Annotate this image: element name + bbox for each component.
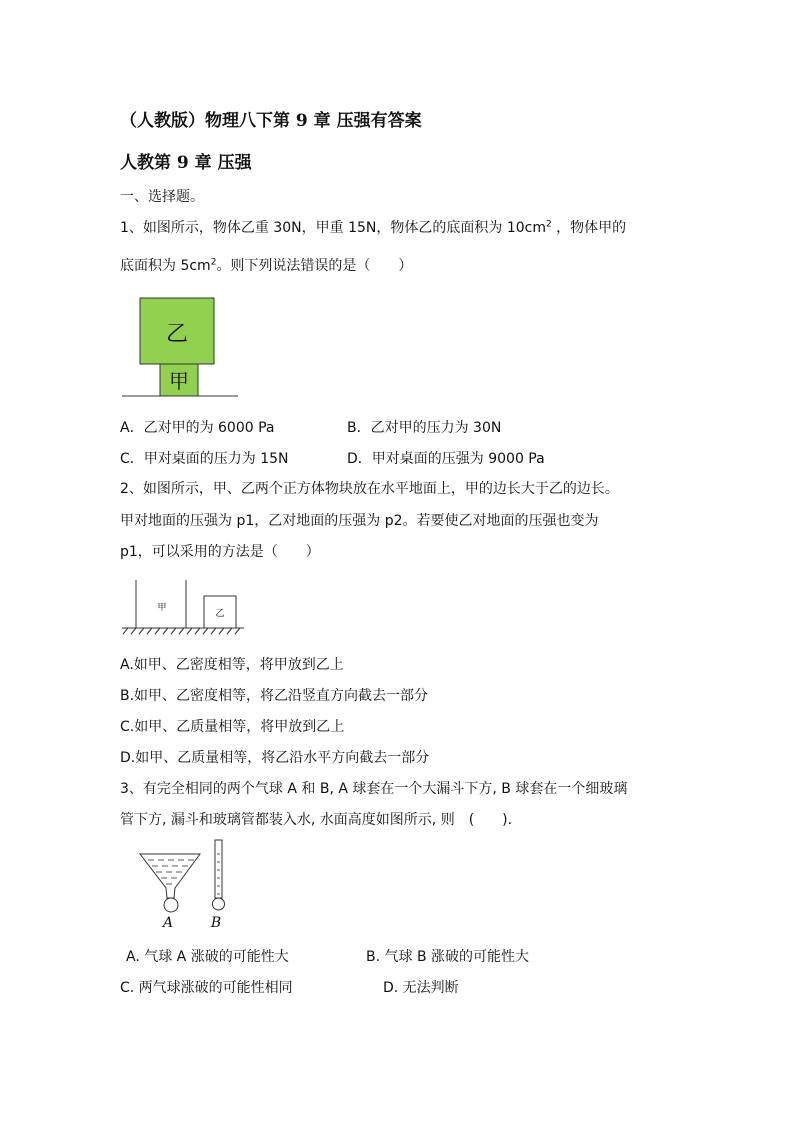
question-2-line-2: 甲对地面的压强为 p1，乙对地面的压强为 p2。若要使乙对地面的压强也变为 xyxy=(120,513,599,529)
q1-text-a: 1、如图所示，物体乙重 30N，甲重 15N，物体乙的底面积为 10cm xyxy=(120,220,546,236)
q1-option-a: A．乙对甲的为 6000 Pa xyxy=(120,420,275,436)
q2-option-c: C.如甲、乙质量相等，将甲放到乙上 xyxy=(120,719,345,735)
section-heading: 一、选择题。 xyxy=(120,189,204,205)
question-2-line-1: 2、如图所示，甲、乙两个正方体物块放在水平地面上，甲的边长大于乙的边长。 xyxy=(120,481,619,497)
q2-option-d: D.如甲、乙质量相等，将乙沿水平方向截去一部分 xyxy=(120,750,430,766)
q2-small-cube-label: 乙 xyxy=(215,609,225,619)
q1-option-d: D．甲对桌面的压强为 9000 Pa xyxy=(347,451,545,467)
q1-text-d: 。则下列说法错误的是（ ） xyxy=(216,258,413,274)
chapter-heading: 人教第 9 章 压强 xyxy=(120,153,252,173)
q3-option-c: C. 两气球涨破的可能性相同 xyxy=(120,980,293,996)
q2-option-a: A.如甲、乙密度相等，将甲放到乙上 xyxy=(120,657,344,673)
q2-cubes-figure xyxy=(120,576,250,638)
question-1-line-1 xyxy=(120,217,626,237)
q1-superscript-2: 2 xyxy=(210,257,217,268)
question-1-line-2 xyxy=(120,255,412,275)
balloon-b xyxy=(213,898,225,910)
block-jia-label: 甲 xyxy=(169,369,189,393)
glass-tube xyxy=(215,840,222,898)
q1-text-b: ，物体甲的 xyxy=(551,220,627,236)
q2-ground-hatching xyxy=(123,628,240,634)
funnel xyxy=(140,854,200,898)
q2-option-b: B.如甲、乙密度相等，将乙沿竖直方向截去一部分 xyxy=(120,688,429,704)
document-title: （人教版）物理八下第 9 章 压强有答案 xyxy=(120,111,422,131)
question-2-line-3: p1，可以采用的方法是（ ） xyxy=(120,544,320,560)
question-3-line-2: 管下方, 漏斗和玻璃管都装入水, 水面高度如图所示, 则 ( ). xyxy=(120,812,513,828)
q3-option-a: A. 气球 A 涨破的可能性大 xyxy=(126,949,289,965)
q1-option-b: B．乙对甲的压力为 30N xyxy=(347,420,502,436)
label-a: A xyxy=(162,915,174,931)
block-yi-label: 乙 xyxy=(165,322,189,347)
q1-option-c: C．甲对桌面的压力为 15N xyxy=(120,451,289,467)
question-3-line-1: 3、有完全相同的两个气球 A 和 B, A 球套在一个大漏斗下方, B 球套在一个细玻璃 xyxy=(120,781,628,797)
q1-superscript-1: 2 xyxy=(545,219,552,230)
q3-funnel-tube-figure xyxy=(136,836,248,932)
q2-big-cube-label: 甲 xyxy=(157,603,167,613)
q3-option-d: D. 无法判断 xyxy=(383,980,459,996)
q3-option-b: B. 气球 B 涨破的可能性大 xyxy=(366,949,530,965)
balloon-a xyxy=(164,898,178,912)
q1-blocks-figure xyxy=(118,296,248,402)
q1-text-c: 底面积为 5cm xyxy=(120,258,211,274)
label-b: B xyxy=(210,915,222,931)
